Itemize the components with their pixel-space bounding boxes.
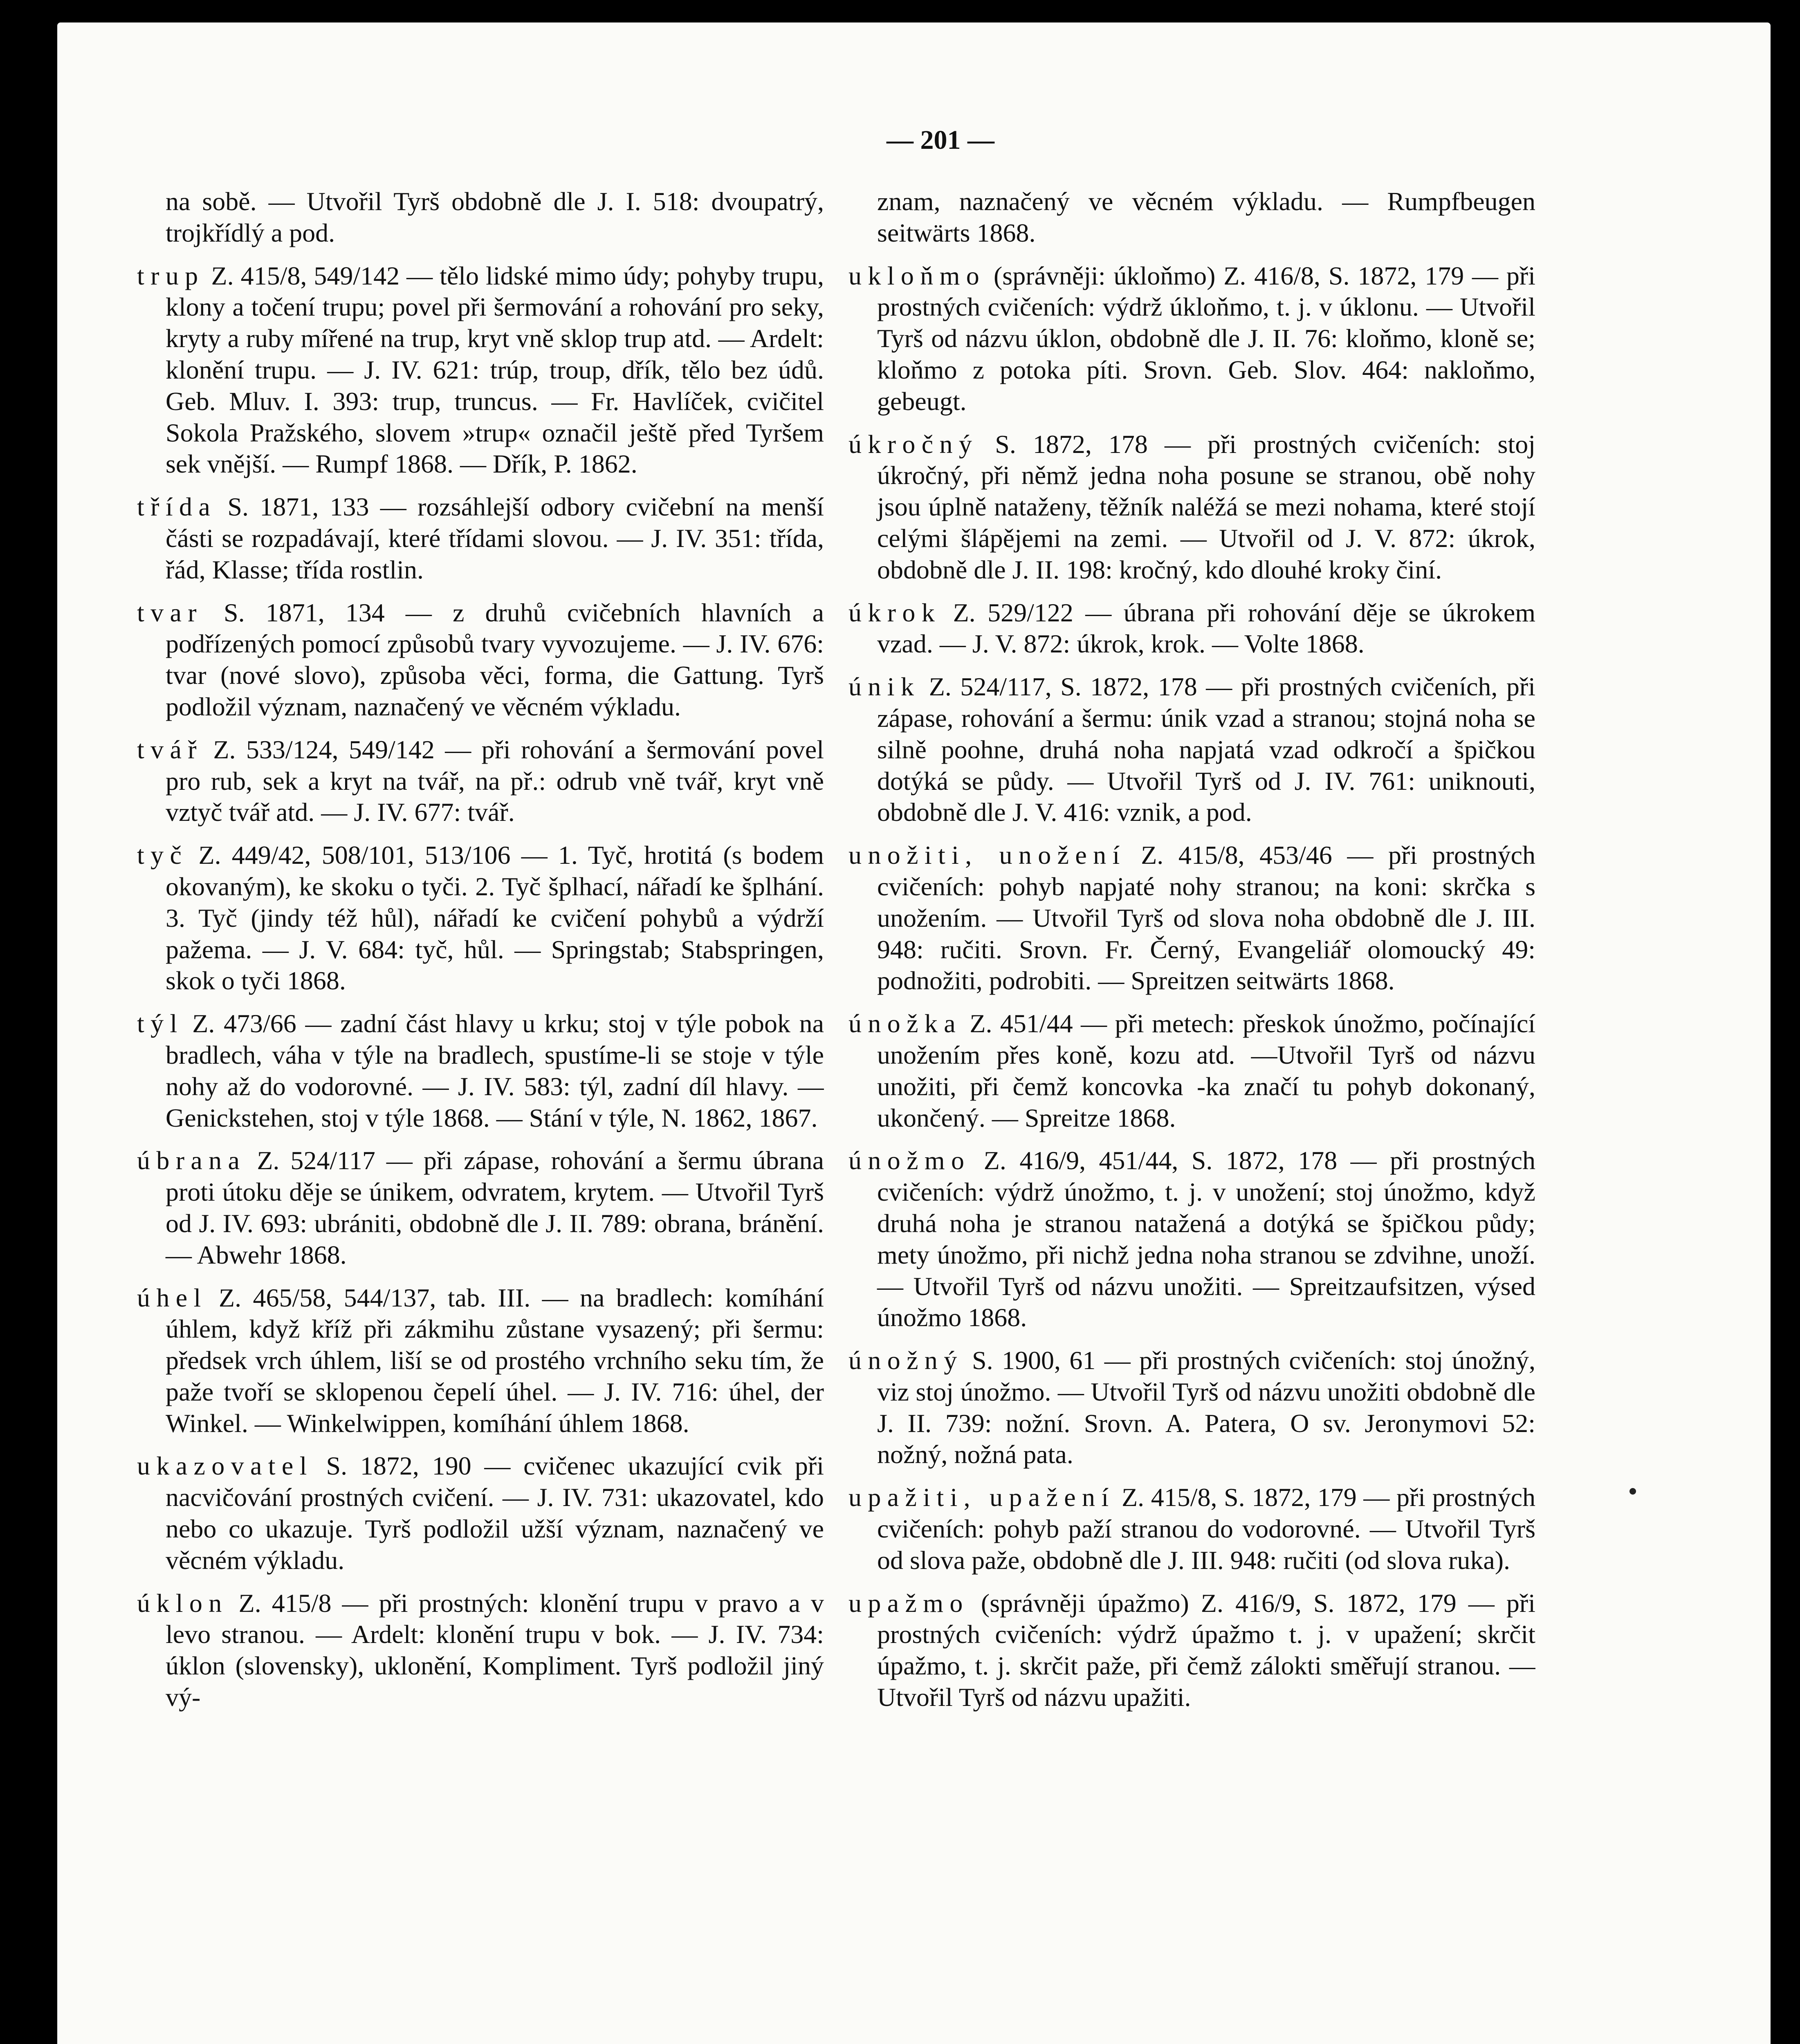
entry-headword: únik: [848, 672, 920, 702]
dictionary-entry: [848, 186, 1535, 249]
entry-headword: únožka: [848, 1009, 962, 1038]
entry-text: S. 1872, 178 — při prostných cvičeních: stoj úkročný, při němž jedna noha posune se stranou, obě nohy jsou úplně nataženy, těžník naléžá se mezi nohama, které stojí celými šlápějemi na zemi. — Utvořil od J. V. 872: úkrok, obdobně dle J. II. 198: kročný, kdo dlouhé kroky činí.: [877, 429, 1535, 584]
left-column: [137, 186, 824, 2044]
entry-text: Z. 473/66 — zadní část hlavy u krku; stoj v týle pobok na bradlech, váha v týle na bradlech, spustíme-li se stoje v týle nohy až do vodorovné. — J. IV. 583: týl, zadní díl hlavy. — Genickstehen, stoj v týle 1868. — Stání v týle, N. 1862, 1867.: [166, 1009, 824, 1132]
entry-text: S. 1871, 133 — rozsáhlejší odbory cvičební na menší části se rozpadávají, které třídami slovou. — J. IV. 351: třída, řád, Klasse; třída rostlin.: [166, 492, 824, 584]
dictionary-entry: [848, 1482, 1535, 1576]
entry-text: Z. 451/44 — při metech: přeskok únožmo, počínající unožením přes koně, kozu atd. —Utvořil Tyrš od názvu unožiti, při čemž koncovka -ka značí tu pohyb dokonaný, ukončený. — Spreitze 1868.: [877, 1009, 1535, 1132]
entry-text: Z. 415/8, S. 1872, 179 — při prostných cvičeních: pohyb paží stranou do vodorovné. — Utvořil Tyrš od slova paže, obdobně dle J. III. 948: ručiti (od slova ruka).: [877, 1483, 1535, 1575]
entry-headword: unožiti, unožení: [848, 840, 1126, 870]
entry-text: Z. 415/8 — při prostných: klonění trupu v pravo a v levo stranou. — Ardelt: klonění trupu v bok. — J. IV. 734: úklon (slovensky), uklonění, Kompliment. Tyrš podložil jiný vý-: [166, 1588, 824, 1712]
entry-text: S. 1872, 190 — cvičenec ukazující cvik při nacvičování prostných cvičení. — J. IV. 731: ukazovatel, kdo nebo co ukazuje. Tyrš podložil užší význam, naznačený ve věcném výkladu.: [166, 1451, 824, 1575]
dictionary-entry: [848, 840, 1535, 997]
entry-headword: trup: [137, 261, 204, 290]
dictionary-entry: [848, 260, 1535, 417]
page-number: — 201 —: [887, 125, 994, 155]
entry-headword: únožný: [848, 1346, 963, 1375]
entry-headword: úklon: [137, 1588, 228, 1618]
entry-headword: ukazovatel: [137, 1451, 313, 1481]
entry-headword: úhel: [137, 1283, 207, 1312]
entry-text: Z. 416/9, 451/44, S. 1872, 178 — při prostných cvičeních: výdrž únožmo, t. j. v unožení; stoj únožmo, když druhá noha je stranou natažená a dotýká se špičkou půdy; mety únožmo, při nichž jedna noha stranou se zdvihne, unoží. — Utvořil Tyrš od názvu unožiti. — Spreitzaufsitzen, výsed únožmo 1868.: [877, 1146, 1535, 1332]
entry-text: Z. 415/8, 549/142 — tělo lidské mimo údy; pohyby trupu, klony a točení trupu; povel při šermování a rohování pro seky, kryty a ruby mířené na trup, kryt vně sklop trup atd. — Ardelt: klonění trupu. — J. IV. 621: trúp, troup, dřík, tělo bez údů. Geb. Mluv. I. 393: trup, truncus. — Fr. Havlíček, cvičitel Sokola Pražského, slovem »trup« označil ještě před Tyršem sek vnější. — Rumpf 1868. — Dřík, P. 1862.: [166, 261, 824, 479]
entry-text: na sobě. — Utvořil Tyrš obdobně dle J. I. 518: dvoupatrý, trojkřídlý a pod.: [166, 187, 824, 247]
entry-headword: upažiti, upažení: [848, 1483, 1115, 1512]
entry-text: Z. 529/122 — úbrana při rohování děje se úkrokem vzad. — J. V. 872: úkrok, krok. — Volte 1868.: [877, 598, 1535, 659]
entry-text: Z. 415/8, 453/46 — při prostných cvičeních: pohyb napjaté nohy stranou; na koni: skrčka s unožením. — Utvořil Tyrš od slova noha obdobně dle J. III. 948: ručiti. Srovn. Fr. Černý, Evangeliář olomoucký 49: podnožiti, podrobiti. — Spreitzen seitwärts 1868.: [877, 840, 1535, 995]
dictionary-entry: [848, 1588, 1535, 1713]
entry-text: Z. 465/58, 544/137, tab. III. — na bradlech: komíhání úhlem, když kříž při zákmihu zůstane vysazený; při šermu: předsek vrch úhlem, liší se od prostého vrchního seku tím, že paže tvoří se sklopenou čepelí úhel. — J. IV. 716: úhel, der Winkel. — Winkelwippen, komíhání úhlem 1868.: [166, 1283, 824, 1438]
entry-headword: únožmo: [848, 1146, 971, 1175]
dictionary-entry: [137, 260, 824, 480]
dictionary-entry: [137, 734, 824, 828]
entry-headword: tvář: [137, 735, 203, 764]
dictionary-entry: [137, 1282, 824, 1439]
dictionary-entry: [848, 671, 1535, 828]
entry-headword: tyč: [137, 840, 188, 870]
entry-text: Z. 524/117 — při zápase, rohování a šermu úbrana proti útoku děje se únikem, odvratem, krytem. — Utvořil Tyrš od J. IV. 693: ubrániti, obdobně dle J. II. 789: obrana, bránění. — Abwehr 1868.: [166, 1146, 824, 1269]
dictionary-entry: [137, 491, 824, 585]
dictionary-entry: [137, 1145, 824, 1271]
entry-text: (správněji úpažmo) Z. 416/9, S. 1872, 179 — při prostných cvičeních: výdrž úpažmo t. j. v upažení; skrčit úpažmo, t. j. skrčit paže, při čemž zálokti směřují stranou. — Utvořil Tyrš od názvu upažiti.: [877, 1588, 1535, 1712]
dictionary-entry: [137, 840, 824, 997]
entry-headword: úbrana: [137, 1146, 246, 1175]
entry-headword: upažmo: [848, 1588, 969, 1618]
dictionary-entry: [137, 1588, 824, 1713]
right-column: [848, 186, 1535, 2044]
entry-headword: týl: [137, 1009, 184, 1038]
entry-text: (správněji: úkloňmo) Z. 416/8, S. 1872, 179 — při prostných cvičeních: výdrž úkloňmo, t. j. v úklonu. — Utvořil Tyrš od názvu úklon, obdobně dle J. II. 76: kloňmo, kloně se; kloňmo z potoka píti. Srovn. Geb. Slov. 464: nakloňmo, gebeugt.: [877, 261, 1535, 416]
entry-text: Z. 524/117, S. 1872, 178 — při prostných cvičeních, při zápase, rohování a šermu: únik vzad a stranou; stojná noha se silně poohne, druhá noha napjatá vzad odkročí a špičkou dotýká se půdy. — Utvořil Tyrš od J. IV. 761: uniknouti, obdobně dle J. V. 416: vznik, a pod.: [877, 672, 1535, 827]
dictionary-entry: [137, 597, 824, 723]
entry-headword: úkročný: [848, 429, 979, 459]
dictionary-entry: [848, 597, 1535, 660]
dictionary-entry: [137, 186, 824, 249]
dictionary-entry: [137, 1450, 824, 1576]
entry-headword: tvar: [137, 598, 203, 627]
dictionary-entry: [137, 1008, 824, 1134]
entry-headword: ukloňmo: [848, 261, 986, 290]
entry-text: Z. 449/42, 508/101, 513/106 — 1. Tyč, hrotitá (s bodem okovaným), ke skoku o tyči. 2. Tyč šplhací, nářadí ke šplhání. 3. Tyč (jindy též hůl), nářadí ke cvičení pohybů a výdrží pažema. — J. V. 684: tyč, hůl. — Springstab; Stabspringen, skok o tyči 1868.: [166, 840, 824, 995]
dictionary-entry: [848, 429, 1535, 586]
ink-speck: [1629, 1488, 1636, 1495]
entry-text: znam, naznačený ve věcném výkladu. — Rumpfbeugen seitwärts 1868.: [877, 187, 1535, 247]
dictionary-entry: [848, 1145, 1535, 1334]
dictionary-entry: [848, 1008, 1535, 1134]
entry-text: S. 1900, 61 — při prostných cvičeních: stoj únožný, viz stoj únožmo. — Utvořil Tyrš od názvu unožiti obdobně dle J. II. 739: nožní. Srovn. A. Patera, O sv. Jeronymovi 52: nožný, nožná pata.: [877, 1346, 1535, 1469]
entry-text: S. 1871, 134 — z druhů cvičebních hlavních a podřízených pomocí způsobů tvary vyvozujeme. — J. IV. 676: tvar (nové slovo), způsoba věci, forma, die Gattung. Tyrš podložil význam, naznačený ve věcném výkladu.: [166, 598, 824, 721]
entry-text: Z. 533/124, 549/142 — při rohování a šermování povel pro rub, sek a kryt na tvář, na př.: odrub vně tvář, kryt vně vztyč tvář atd. — J. IV. 677: tvář.: [166, 735, 824, 827]
dictionary-entry: [848, 1345, 1535, 1470]
entry-headword: třída: [137, 492, 217, 522]
entry-headword: úkrok: [848, 598, 941, 627]
